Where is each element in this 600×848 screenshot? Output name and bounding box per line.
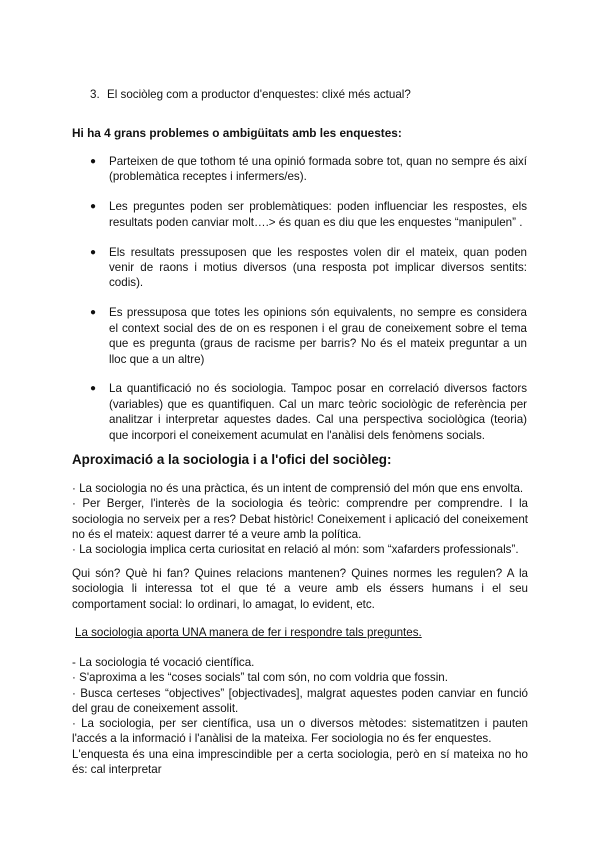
bullet-icon: ● xyxy=(90,201,97,213)
bullet-item xyxy=(90,245,527,291)
bullet-icon: ● xyxy=(90,307,97,319)
underlined-statement: La sociologia aporta UNA manera de fer i respondre tals preguntes. xyxy=(75,626,422,639)
section-heading: Aproximació a la sociologia i a l'ofici del sociòleg: xyxy=(72,452,392,467)
numbered-list-item xyxy=(90,87,530,102)
bullet-item xyxy=(90,154,527,185)
method-paragraph xyxy=(72,655,528,777)
bullet-item xyxy=(90,381,527,443)
method-line: · La sociologia, per ser científica, usa un o diversos mètodes: sistematitzen i pauten l'accés a la informació i l'anàlisi de la mateixa. Fer sociologia no és fer enquestes. xyxy=(72,717,528,746)
problems-list xyxy=(90,154,527,458)
bullet-text: Els resultats pressuposen que les respostes volen dir el mateix, quan poden venir de raons i motius diversos (una resposta pot implicar diversos sentits: codis). xyxy=(109,245,527,290)
intro-line: · Per Berger, l'interès de la sociologia és teòric: comprendre per comprendre. I la sociologia no serveix per a res? Debat històric! Coneixement i aplicació del coneixement no és el mateix: aquest darrer té a veure amb la política. xyxy=(72,497,528,541)
bullet-item xyxy=(90,305,527,367)
bullet-icon: ● xyxy=(90,156,97,167)
bullet-text: Les preguntes poden ser problemàtiques: poden influenciar les respostes, els resultats poden canviar molt….> és quan es diu que les enquestes “manipulen” . xyxy=(109,200,527,229)
intro-line: · La sociologia implica certa curiositat en relació al món: som “xafarders professionals”. xyxy=(72,543,519,557)
method-line: · S'aproxima a les “coses socials” tal com són, no com voldria que fossin. xyxy=(72,671,448,685)
method-line: - La sociologia té vocació científica. xyxy=(72,656,255,669)
method-line: · Busca certeses “objectives” [objectivades], malgrat aquestes poden canviar en funció del grau de coneixement assolit. xyxy=(72,686,528,715)
bullet-icon: ● xyxy=(90,246,97,258)
questions-paragraph: Qui són? Què hi fan? Quines relacions mantenen? Quines normes les regulen? A la sociologia li interessa tot el que té a veure amb els éssers humans i el seu comportament social: lo ordinari, lo amagat, lo evident, etc. xyxy=(72,567,528,611)
list-number: 3. xyxy=(90,88,100,101)
problems-heading: Hi ha 4 grans problemes o ambigüitats amb les enquestes: xyxy=(72,126,402,140)
bullet-text: Es pressuposa que totes les opinions són equivalents, no sempre es considera el context social des de on es responen i el grau de coneixement sobre el tema que es pregunta (graus de racisme per barris? No és el mateix preguntar a un lloc que a un altre) xyxy=(109,306,527,366)
bullet-text: La quantificació no és sociologia. Tampoc posar en correlació diversos factors (variables) que es quantifiquen. Cal un marc teòric sociològic de referència per analitzar i interpretar aquestes dades. Cal una perspectiva sociològica (teoria) que incorpori el coneixement acumulat en l'anàlisi dels fenòmens socials. xyxy=(109,382,527,442)
bullet-icon: ● xyxy=(90,383,97,395)
bullet-text: Parteixen de que tothom té una opinió formada sobre tot, quan no sempre és així (problemàtica receptes i infermers/es). xyxy=(109,155,527,184)
intro-line: · La sociologia no és una pràctica, és un intent de comprensió del món que ens envolta. xyxy=(72,482,524,495)
intro-paragraph xyxy=(72,481,528,557)
list-item-text: El sociòleg com a productor d'enquestes: clixé més actual? xyxy=(107,88,411,101)
bullet-item xyxy=(90,199,527,230)
method-line: L'enquesta és una eina imprescindible per a certa sociologia, però en sí mateixa no ho és: cal interpretar xyxy=(72,747,528,777)
